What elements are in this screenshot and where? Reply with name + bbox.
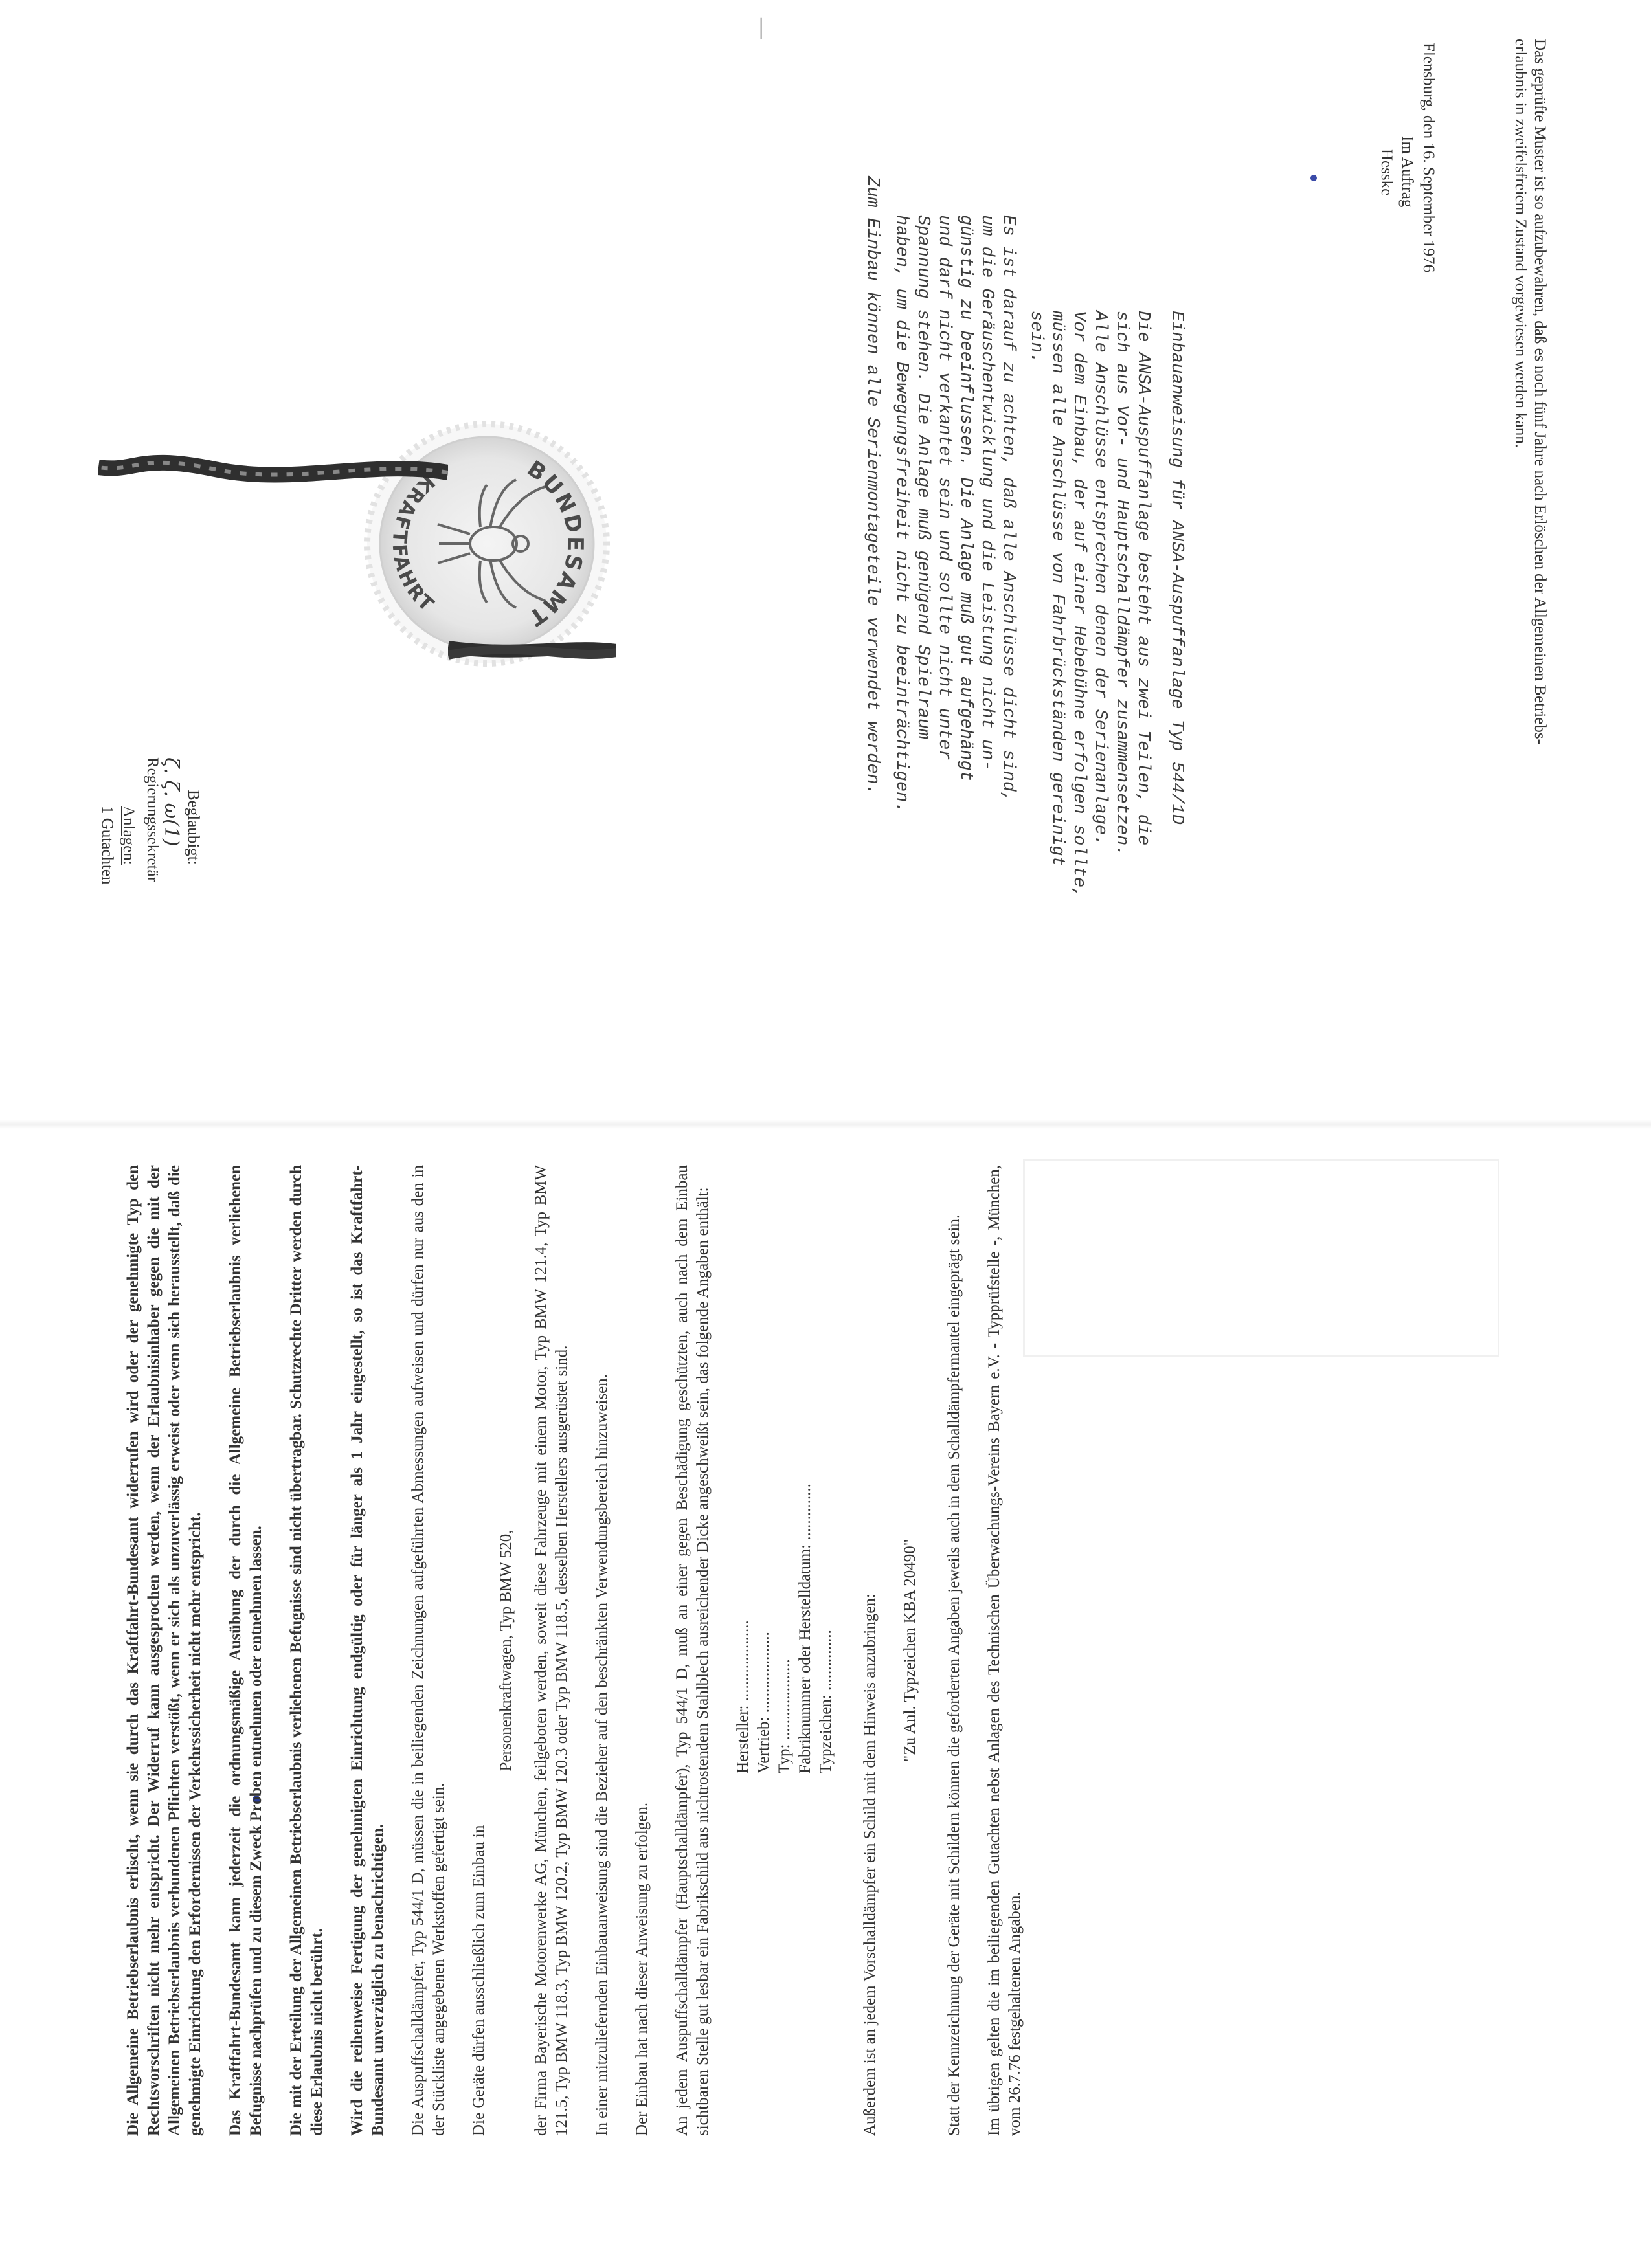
signer-name: Hesske bbox=[1378, 149, 1395, 196]
manufacturer-paragraph: der Firma Bayerische Motorenwerke AG, München, feilgeboten werden, soweit diese Fahrzeuge mit einem Motor, Typ BMW 121.4, Typ BMW 121.5, Typ BMW 118.3, Typ BMW 120.2, Typ BMW 120.3 oder Typ BMW 118.5, desselben Herstellers ausgerüstet sind. bbox=[532, 1165, 570, 2136]
production-stop-paragraph: Wird die reihenweise Fertigung der genehmigten Einrichtung endgültig oder für länger als 1 Jahr eingestellt, so ist das Kraftfahrt-Bundesamt unverzüglich zu benachrichtigen. bbox=[348, 1165, 387, 2136]
regierungssekretaer: Regierungssekretär bbox=[144, 757, 161, 882]
installation-scope-paragraph: Die Geräte dürfen ausschließlich zum Einbau in bbox=[470, 1825, 488, 2136]
field-typ: Typ: .................... bbox=[776, 1659, 793, 1773]
beglaubigt-label: Beglaubigt: bbox=[185, 790, 202, 865]
instructions-para1-line: müssen alle Anschlüsse von Fahrbrückständen gereinigt bbox=[1048, 311, 1067, 867]
instructions-para2-line: Es ist darauf zu achten, daß alle Anschlüsse dicht sind, bbox=[998, 215, 1018, 803]
seal-text-top: BUNDESAMT bbox=[522, 456, 589, 632]
instructions-para2-line: und darf nicht verkantet sein und sollte nicht unter bbox=[934, 215, 954, 761]
type-mark-line: "Zu Anl. Typzeichen KBA 20490" bbox=[901, 1539, 919, 1762]
margin-tick: | bbox=[759, 14, 764, 39]
anlagen-value: 1 Gutachten bbox=[98, 806, 116, 885]
field-hersteller: Hersteller: .................... bbox=[734, 1620, 752, 1773]
revocation-paragraph: Die Allgemeine Betriebserlaubnis erlischt, wenn sie durch das Kraftfahrt-Bundesamt widerrufen wird oder der genehmigte Typ den Rechtsvorschriften nicht mehr entspricht. Der Widerruf kann ausgesprochen werden, wenn der Erlaubnisinhaber gegen die mit der Allgemeinen Betriebserlaubnis verbundenen Pflichten verstößt, wenn er sich als unzuverlässig erweist oder wenn sich herausstellt, daß die genehmigte Einrichtung den Erfordernissen der Verkehrssicherheit nicht mehr entspricht. bbox=[124, 1165, 204, 2136]
instructions-title: Einbauanweisung für ANSA-Auspuffanlage Typ 544/1D bbox=[1167, 311, 1186, 825]
field-fabriknummer: Fabriknummer oder Herstelldatum: .............. bbox=[796, 1484, 814, 1773]
expert-report-paragraph: Im übrigen gelten die im beiliegenden Gutachten nebst Anlagen des Technischen Überwachungs-Vereins Bayern e.V. - Typprüfstelle -, München, vom 26.7.76 festgehaltenen Angaben. bbox=[985, 1165, 1024, 2136]
nameplate-paragraph: An jedem Auspuffschalldämpfer (Hauptschalldämpfer), Typ 544/1 D, muß an einer gegen Beschädigung geschützten, auch nach dem Einbau sichtbaren Stelle gut lesbar ein Fabrikschild aus nichtrostendem Stahlblech ausreichender Dicke angeschweißt sein, das folgende Angaben enthält: bbox=[673, 1165, 712, 2136]
instructions-para3: Zum Einbau können alle Serienmontageteile verwendet werden. bbox=[862, 176, 882, 795]
instructions-para2-line: günstig zu beeinflussen. Die Anlage muß gut aufgehängt bbox=[956, 215, 975, 781]
instruction-notice-paragraph: In einer mitzuliefernden Einbauanweisung sind die Bezieher auf den beschränkten Verwendungsbereich hinzuweisen. bbox=[593, 1374, 611, 2136]
instructions-para2-line: Spannung stehen. Die Anlage muß genügend Spielraum bbox=[913, 215, 932, 740]
pre-silencer-paragraph: Außerdem ist an jedem Vorschalldämpfer ein Schild mit dem Hinweis anzubringen: bbox=[861, 1594, 879, 2136]
instructions-para1-line: sich aus Vor- und Hauptschalldämpfer zusammensetzen. bbox=[1112, 311, 1131, 856]
intro-line-2: erlaubnis in zweifelsfreiem Zustand vorgewiesen werden kann. bbox=[1512, 39, 1529, 448]
upper-page bbox=[60, 39, 1549, 1100]
seal-cord-left bbox=[98, 453, 448, 492]
handwritten-signature: ζ. ζ. ω(1) bbox=[160, 757, 183, 847]
place-date: Flensburg, den 16. September 1976 bbox=[1420, 43, 1437, 273]
instructions-para1-line: Alle Anschlüsse entsprechen denen der Serienanlage. bbox=[1090, 311, 1110, 846]
instructions-para2-line: um die Geräuschentwicklung und die Leistung nicht un- bbox=[977, 215, 996, 771]
instructions-para1-line: Vor dem Einbau, der auf einer Hebebühne erfolgen sollte, bbox=[1069, 311, 1088, 898]
inspection-paragraph: Das Kraftfahrt-Bundesamt kann jederzeit die ordnungsmäßige Ausübung der durch die Allgemeine Betriebserlaubnis verliehenen Befugnisse nachprüfen und zu diesem Zweck Proben entnehmen oder entnehmen lassen. bbox=[227, 1165, 265, 2136]
dimensions-paragraph: Die Auspuffschalldämpfer, Typ 544/1 D, müssen die in beiliegenden Zeichnungen aufgeführten Abmessungen aufweisen und dürfen nur aus den in der Stückliste angegebenen Werkstoffen gefertigt sein. bbox=[409, 1165, 447, 2136]
seal-text-bottom: KRAFTFAHRT bbox=[387, 470, 440, 617]
field-vertrieb: Vertrieb: .................... bbox=[755, 1632, 772, 1773]
intro-line-1: Das geprüfte Muster ist so aufzubewahren, daß es noch fünf Jahre nach Erlöschen der Allgemeinen Betriebs- bbox=[1531, 39, 1549, 744]
installation-rule-paragraph: Der Einbau hat nach dieser Anweisung zu erfolgen. bbox=[633, 1802, 651, 2136]
anlagen-label: Anlagen: bbox=[120, 806, 137, 865]
lower-page bbox=[123, 1165, 1547, 2136]
embossing-paragraph: Statt der Kennzeichnung der Geräte mit Schildern können die geforderten Angaben jeweils auch in dem Schalldämpfermantel eingeprägt sein. bbox=[945, 1214, 963, 2136]
instructions-para2-line: haben, um die Bewegungsfreiheit nicht zu beeinträchtigen. bbox=[892, 215, 911, 813]
nameplate-fields bbox=[733, 1165, 837, 2136]
im-auftrag: Im Auftrag bbox=[1398, 136, 1416, 208]
instructions-para1-line: Die ANSA-Auspuffanlage besteht aus zwei Teilen, die bbox=[1133, 311, 1152, 846]
transfer-paragraph: Die mit der Erteilung der Allgemeinen Betriebserlaubnis verliehenen Befugnisse sind nicht übertragbar. Schutzrechte Dritter werden durch diese Erlaubnis nicht berührt. bbox=[287, 1165, 326, 2136]
vehicle-type-line: Personenkraftwagen, Typ BMW 520, bbox=[497, 1529, 515, 1772]
seal-cord-right bbox=[448, 621, 616, 680]
field-typzeichen: Typzeichen: ............... bbox=[817, 1630, 835, 1773]
instructions-para1-line: sein. bbox=[1026, 311, 1046, 364]
page-fold bbox=[0, 1120, 1651, 1129]
